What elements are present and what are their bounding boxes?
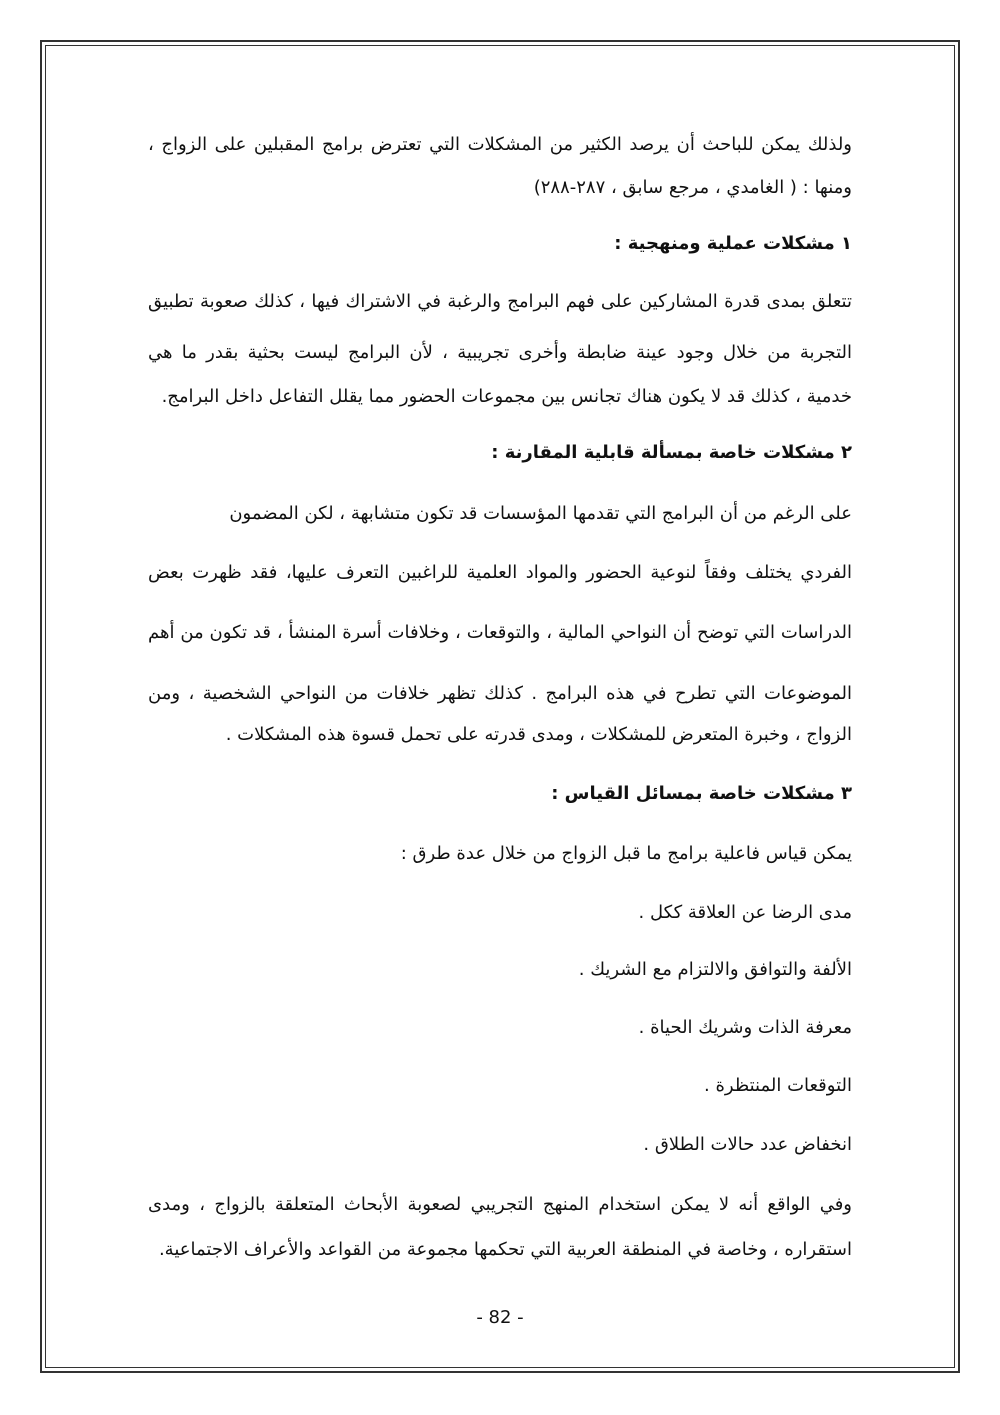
text-line: الزواج ، وخبرة المتعرض للمشكلات ، ومدى قدرته على تحمل قسوة هذه المشكلات . bbox=[225, 724, 852, 745]
text-line: الفردي يختلف وفقاً لنوعية الحضور والمواد العلمية للراغبين التعرف عليها، فقد ظهرت بعض bbox=[148, 562, 852, 583]
text-line: على الرغم من أن البرامج التي تقدمها المؤسسات قد تكون متشابهة ، لكن المضمون bbox=[229, 503, 852, 524]
text-line: استقراره ، وخاصة في المنطقة العربية التي تحكمها مجموعة من القواعد والأعراف الاجتماعية. bbox=[158, 1239, 852, 1260]
list-item: الألفة والتوافق والالتزام مع الشريك . bbox=[578, 959, 852, 980]
list-item: معرفة الذات وشريك الحياة . bbox=[638, 1017, 852, 1038]
text-line: تتعلق بمدى قدرة المشاركين على فهم البرامج والرغبة في الاشتراك فيها ، كذلك صعوبة تطبيق bbox=[148, 291, 852, 312]
text-line: وفي الواقع أنه لا يمكن استخدام المنهج التجريبي لصعوبة الأبحاث المتعلقة بالزواج ، ومدى bbox=[148, 1194, 852, 1215]
section-heading: ٣ مشكلات خاصة بمسائل القياس : bbox=[551, 783, 852, 804]
section-heading: ٢ مشكلات خاصة بمسألة قابلية المقارنة : bbox=[491, 442, 852, 463]
text-line: الموضوعات التي تطرح في هذه البرامج . كذلك تظهر خلافات من النواحي الشخصية ، ومن bbox=[148, 683, 852, 704]
section-heading: ١ مشكلات عملية ومنهجية : bbox=[614, 233, 852, 254]
list-item: مدى الرضا عن العلاقة ككل . bbox=[638, 902, 852, 923]
text-line: التجربة من خلال وجود عينة ضابطة وأخرى تجريبية ، لأن البرامج ليست بحثية بقدر ما هي bbox=[148, 342, 852, 363]
list-item: انخفاض عدد حالات الطلاق . bbox=[643, 1134, 852, 1155]
page-number: - 82 - bbox=[476, 1307, 524, 1328]
text-line: ولذلك يمكن للباحث أن يرصد الكثير من المشكلات التي تعترض برامج المقبلين على الزواج ، bbox=[148, 134, 852, 155]
text-line: خدمية ، كذلك قد لا يكون هناك تجانس بين مجموعات الحضور مما يقلل التفاعل داخل البرامج. bbox=[161, 386, 852, 407]
page-body bbox=[148, 0, 852, 1415]
text-line: الدراسات التي توضح أن النواحي المالية ، والتوقعات ، وخلافات أسرة المنشأ ، قد تكون من أهم bbox=[148, 622, 852, 643]
text-line: يمكن قياس فاعلية برامج ما قبل الزواج من خلال عدة طرق : bbox=[400, 843, 852, 864]
text-line: ومنها : ( الغامدي ، مرجع سابق ، ٢٨٧-٢٨٨) bbox=[533, 177, 852, 198]
list-item: التوقعات المنتظرة . bbox=[704, 1075, 852, 1096]
